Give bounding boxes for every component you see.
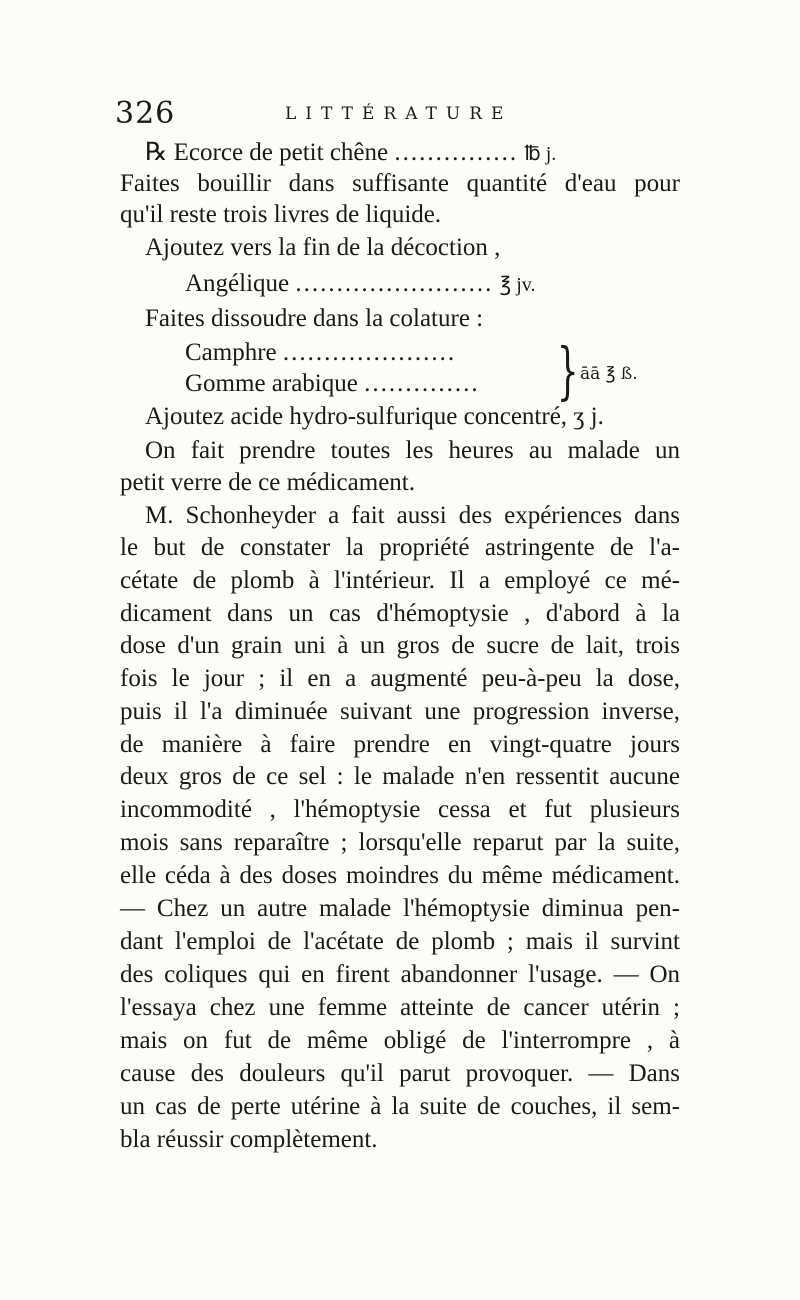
body-line: de manière à faire prendre en vingt-quatre jours: [120, 731, 680, 758]
recipe-boil-line-2: qu'il reste trois livres de liquide.: [120, 201, 442, 228]
recipe-item-quantity: ℥ jv.: [499, 274, 536, 296]
recipe-shared-quantity: āā ℥ ß.: [580, 364, 638, 384]
body-line: puis il l'a diminuée suivant une progression inverse,: [120, 698, 680, 725]
body-line: bla réussir complètement.: [120, 1126, 378, 1153]
page-header: [115, 96, 675, 136]
body-line: cause des douleurs qu'il parut provoquer. — Dans: [120, 1060, 680, 1087]
recipe-item-gum-arabic: [185, 369, 480, 399]
body-line: — Chez un autre malade l'hémoptysie diminua pen-: [120, 895, 680, 922]
body-line: l'essaya chez une femme atteinte de cancer utérin ;: [120, 994, 680, 1021]
leader-dots: .....................: [282, 339, 457, 366]
body-line: dose d'un grain uni à un gros de sucre de lait, trois: [120, 632, 680, 659]
leader-dots: ..............: [364, 370, 480, 397]
body-line: un cas de perte utérine à la suite de couches, il sem-: [120, 1093, 680, 1120]
body-line: mois sans reparaître ; lorsqu'elle reparut par la suite,: [120, 829, 680, 856]
body-line: incommodité , l'hémoptysie cessa et fut plusieurs: [120, 796, 680, 823]
brace-glyph: }: [556, 334, 579, 407]
recipe-item-name: ℞ Ecorce de petit chêne: [145, 139, 389, 166]
body-line: M. Schonheyder a fait aussi des expériences dans: [145, 502, 680, 529]
body-line: fois le jour ; il en a augmenté peu-à-peu la dose,: [120, 665, 680, 692]
body-line: dicament dans un cas d'hémoptysie , d'abord à la: [120, 600, 680, 627]
body-line: cétate de plomb à l'intérieur. Il a employé ce mé-: [120, 567, 680, 594]
leader-dots: ........................: [295, 270, 494, 297]
body-line: On fait prendre toutes les heures au malade un: [145, 437, 680, 464]
recipe-acid-line: Ajoutez acide hydro-sulfurique concentré, ʒ j.: [145, 403, 604, 430]
body-line: mais on fut de même obligé de l'interrompre , à: [120, 1027, 680, 1054]
recipe-boil-line-1: Faites bouillir dans suffisante quantité d'eau pour: [120, 170, 680, 197]
page-number: 326: [115, 96, 176, 131]
recipe-item-angelica: [185, 269, 535, 300]
recipe-dissolve-line: Faites dissoudre dans la colature :: [145, 305, 484, 332]
body-line: elle céda à des doses moindres du même médicament.: [120, 862, 680, 889]
body-line: deux gros de ce sel : le malade n'en ressentit aucune: [120, 763, 680, 790]
leader-dots: ...............: [394, 139, 519, 166]
recipe-item-name: Camphre: [185, 339, 277, 366]
running-title: LITTÉRATURE: [285, 104, 513, 124]
body-line: dant l'emploi de l'acétate de plomb ; mais il survint: [120, 928, 680, 955]
recipe-item-name: Angélique: [185, 270, 290, 297]
recipe-add-line: Ajoutez vers la fin de la décoction ,: [145, 234, 501, 261]
recipe-item-name: Gomme arabique: [185, 370, 358, 397]
recipe-item-camphor: [185, 338, 456, 368]
recipe-item-oak-bark: [145, 138, 556, 169]
body-line: le but de constater la propriété astringente de l'a-: [120, 534, 680, 561]
recipe-item-quantity: ℔ j.: [524, 143, 557, 165]
body-line: des coliques qui en firent abandonner l'usage. — On: [120, 961, 680, 988]
body-line: petit verre de ce médicament.: [120, 469, 415, 496]
